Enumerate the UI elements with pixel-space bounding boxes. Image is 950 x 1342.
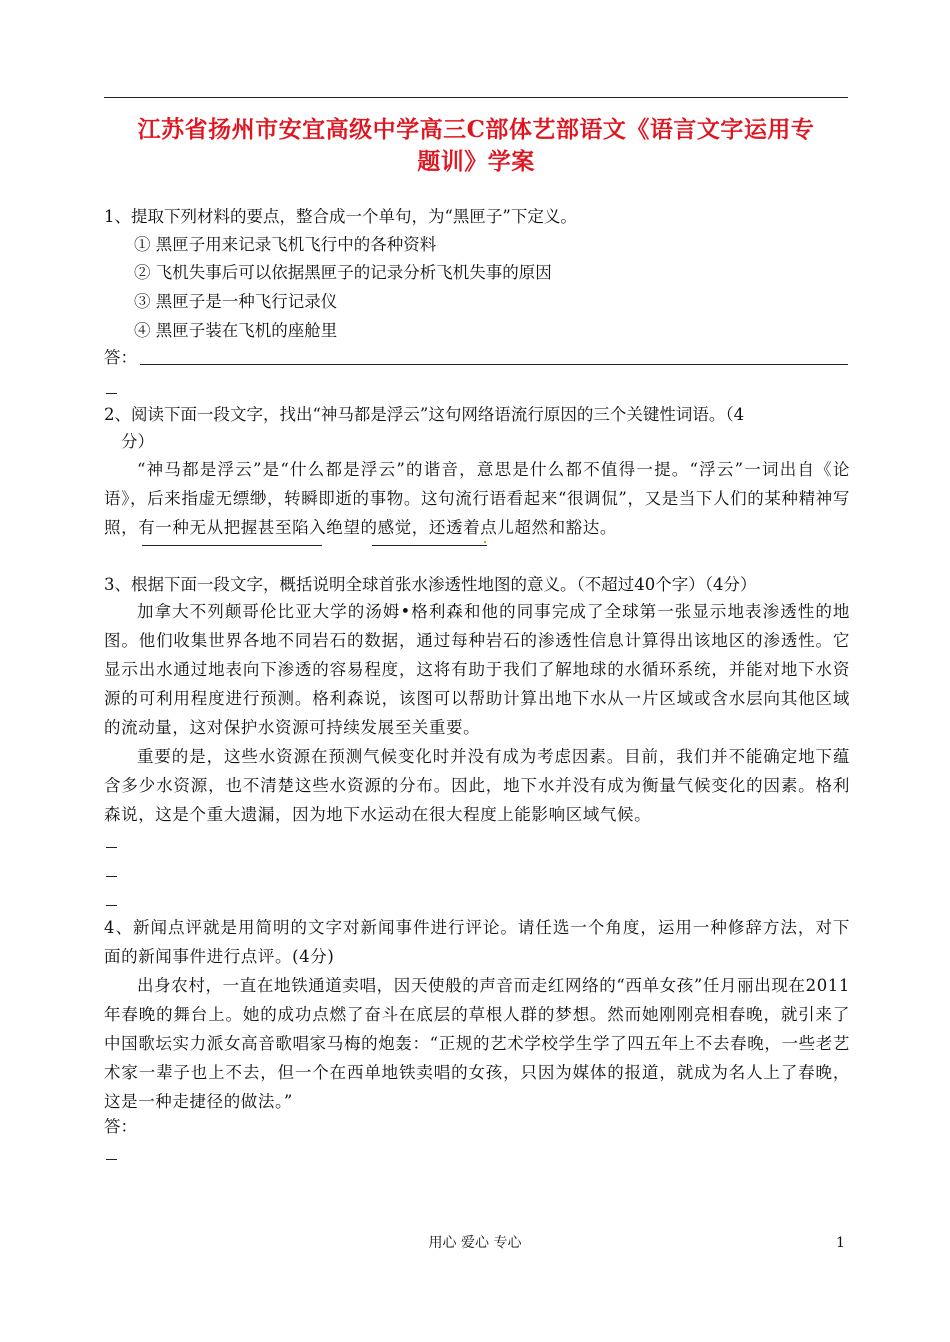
footer-motto: 用心 爱心 专心 bbox=[428, 1235, 522, 1251]
q4-passage-text: 出身农村，一直在地铁通道卖唱，因天使般的声音而走红网络的“西单女孩”任月丽出现在2011年春晚的舞台上。她的成功点燃了奋斗在底层的草根人群的梦想。然而她刚刚亮相春晚，就引来了中国歌坛实力派女高音歌唱家马梅的炮轰：“正规的艺术学校学生学了四五年上不去春晚，一些老艺术家一辈子也上不去，但一个在西单地铁卖唱的女孩，只因为媒体的报道，就成为名人上了春晚，这是一种走捷径的做法。” bbox=[104, 976, 850, 1111]
q1-item-4: ④ 黑匣子装在飞机的座舱里 bbox=[134, 321, 338, 340]
q2-marker-dot bbox=[484, 541, 486, 543]
q2-passage bbox=[104, 455, 850, 542]
q3-paragraph-1: 加拿大不列颠哥伦比亚大学的汤姆•格利森和他的同事完成了全球第一张显示地表渗透性的地图。他们收集世界各地不同岩石的数据，通过每种岩石的渗透性信息计算得出该地区的渗透性。它显示出水通过地表向下渗透的容易程度，这将有助于我们了解地球的水循环系统，并能对地下水资源的可利用程度进行预测。格利森说，该图可以帮助计算出地下水从一片区域或含水层向其他区域的流动量，这对保护水资源可持续发展至关重要。 bbox=[104, 602, 850, 737]
q2-answer-blank-2 bbox=[372, 545, 487, 546]
document-title bbox=[104, 114, 848, 178]
title-line-2: 题训》学案 bbox=[417, 148, 535, 175]
q3-answer-dash-1 bbox=[106, 847, 117, 848]
page-number: 1 bbox=[836, 1235, 845, 1251]
q1-answer-dash bbox=[106, 393, 117, 394]
q1-item-1: ① 黑匣子用来记录飞机飞行中的各种资料 bbox=[134, 235, 437, 254]
q4-prompt-block bbox=[104, 913, 850, 971]
header-rule bbox=[104, 97, 848, 98]
q1-prompt: 1、提取下列材料的要点，整合成一个单句，为“黑匣子”下定义。 bbox=[104, 207, 577, 226]
q4-answer-label: 答： bbox=[104, 1117, 137, 1136]
q2-prompt-line-2: 分） bbox=[121, 432, 154, 451]
q1-item-3: ③ 黑匣子是一种飞行记录仪 bbox=[134, 292, 338, 311]
q3-answer-dash-2 bbox=[106, 876, 117, 877]
q1-answer-line bbox=[140, 364, 848, 365]
q4-answer-dash bbox=[106, 1159, 117, 1160]
q2-passage-text: “神马都是浮云”是“什么都是浮云”的谐音，意思是什么都不值得一提。“浮云”一词出自《论语》，后来指虚无缥缈，转瞬即逝的事物。这句流行语看起来“很调侃”，又是当下人们的某种精神写照，有一种无从把握甚至陷入绝望的感觉，还透着点儿超然和豁达。 bbox=[104, 460, 850, 537]
q4-prompt: 4、新闻点评就是用简明的文字对新闻事件进行评论。请任选一个角度，运用一种修辞方法，对下面的新闻事件进行点评。(4分) bbox=[104, 918, 850, 966]
q2-prompt-line-1: 2、阅读下面一段文字，找出“神马都是浮云”这句网络语流行原因的三个关键性词语。（4 bbox=[104, 405, 745, 424]
title-line-1: 江苏省扬州市安宜高级中学高三C部体艺部语文《语言文字运用专 bbox=[137, 116, 815, 143]
q3-answer-dash-3 bbox=[106, 905, 117, 906]
q3-passage bbox=[104, 597, 850, 829]
q3-paragraph-2: 重要的是，这些水资源在预测气候变化时并没有成为考虑因素。目前，我们并不能确定地下蕴含多少水资源，也不清楚这些水资源的分布。因此，地下水并没有成为衡量气候变化的因素。格利森说，这是个重大遗漏，因为地下水运动在很大程度上能影响区域气候。 bbox=[104, 747, 850, 824]
q1-item-2: ② 飞机失事后可以依据黑匣子的记录分析飞机失事的原因 bbox=[134, 263, 552, 282]
q4-passage bbox=[104, 971, 850, 1116]
q1-answer-label: 答： bbox=[104, 348, 137, 367]
q3-prompt: 3、根据下面一段文字，概括说明全球首张水渗透性地图的意义。（不超过40个字）（4分） bbox=[104, 575, 757, 594]
q2-answer-blank-1 bbox=[142, 545, 322, 546]
